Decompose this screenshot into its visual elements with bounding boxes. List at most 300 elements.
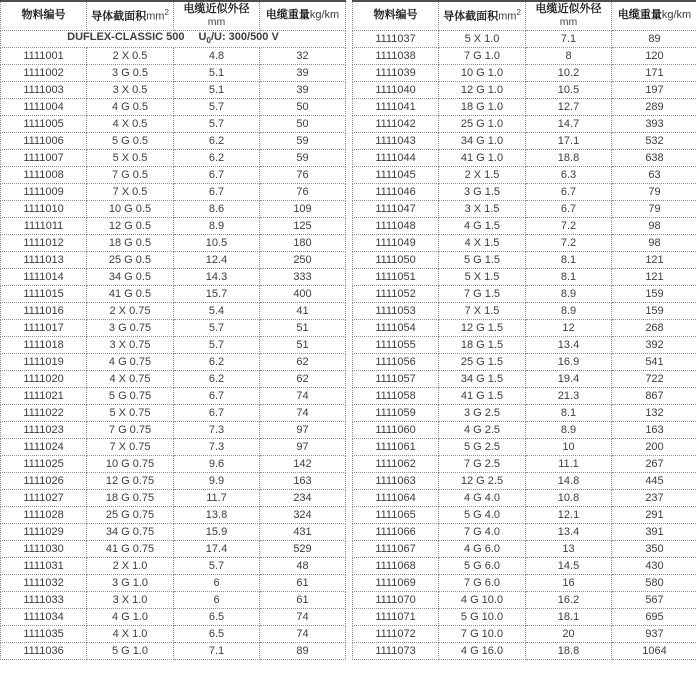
- diameter-cell: 7.2: [526, 234, 612, 251]
- cross-section-cell: 41 G 0.75: [87, 540, 174, 557]
- weight-cell: 250: [260, 251, 346, 268]
- weight-cell: 51: [260, 336, 346, 353]
- weight-cell: 159: [612, 302, 696, 319]
- material-number-cell: 1111061: [353, 438, 439, 455]
- diameter-cell: 6.7: [174, 404, 260, 421]
- table-row: [353, 47, 696, 64]
- material-number-cell: 1111055: [353, 336, 439, 353]
- diameter-cell: 5.1: [174, 81, 260, 98]
- diameter-cell: 8.1: [526, 251, 612, 268]
- weight-cell: 268: [612, 319, 696, 336]
- table-row: [1, 234, 346, 251]
- diameter-cell: 8.1: [526, 404, 612, 421]
- diameter-cell: 6.2: [174, 132, 260, 149]
- material-number-cell: 1111035: [1, 625, 87, 642]
- cross-section-cell: 4 G 0.5: [87, 98, 174, 115]
- weight-cell: 695: [612, 608, 696, 625]
- cross-section-cell: 25 G 0.5: [87, 251, 174, 268]
- cross-section-cell: 18 G 0.75: [87, 489, 174, 506]
- material-number-cell: 1111019: [1, 353, 87, 370]
- diameter-cell: 14.8: [526, 472, 612, 489]
- diameter-cell: 6.3: [526, 166, 612, 183]
- diameter-cell: 17.4: [174, 540, 260, 557]
- diameter-cell: 18.8: [526, 149, 612, 166]
- weight-cell: 529: [260, 540, 346, 557]
- weight-cell: 391: [612, 523, 696, 540]
- diameter-cell: 10.5: [174, 234, 260, 251]
- table-row: [1, 455, 346, 472]
- col-header-cross-section: 导体截面积$mm^2$: [87, 1, 174, 30]
- table-row: [1, 302, 346, 319]
- weight-cell: 1064: [612, 642, 696, 659]
- weight-cell: 171: [612, 64, 696, 81]
- diameter-cell: 13.4: [526, 336, 612, 353]
- table-row: [353, 591, 696, 608]
- diameter-cell: 8.1: [526, 268, 612, 285]
- cross-section-cell: 3 G 1.5: [439, 183, 526, 200]
- weight-cell: 267: [612, 455, 696, 472]
- table-row: [1, 200, 346, 217]
- material-number-cell: 1111045: [353, 166, 439, 183]
- material-number-cell: 1111052: [353, 285, 439, 302]
- diameter-cell: 6.5: [174, 625, 260, 642]
- diameter-cell: 13.4: [526, 523, 612, 540]
- cross-section-cell: 5 X 1.0: [439, 30, 526, 47]
- weight-cell: 61: [260, 591, 346, 608]
- cross-section-cell: 5 G 4.0: [439, 506, 526, 523]
- diameter-cell: 11.1: [526, 455, 612, 472]
- table-row: [1, 81, 346, 98]
- cross-section-cell: 2 X 0.5: [87, 47, 174, 64]
- cable-spec-table-right: [352, 0, 696, 660]
- cross-section-cell: 18 G 1.5: [439, 336, 526, 353]
- diameter-cell: 7.2: [526, 217, 612, 234]
- weight-cell: 393: [612, 115, 696, 132]
- diameter-cell: 5.7: [174, 115, 260, 132]
- table-row: [1, 98, 346, 115]
- weight-cell: 76: [260, 183, 346, 200]
- cross-section-cell: 4 G 1.5: [439, 217, 526, 234]
- table-row: [1, 472, 346, 489]
- weight-cell: 333: [260, 268, 346, 285]
- table-row: [1, 438, 346, 455]
- table-row: [1, 421, 346, 438]
- cross-section-cell: 5 G 10.0: [439, 608, 526, 625]
- material-number-cell: 1111042: [353, 115, 439, 132]
- cross-section-cell: 7 G 10.0: [439, 625, 526, 642]
- weight-cell: 97: [260, 421, 346, 438]
- diameter-cell: 17.1: [526, 132, 612, 149]
- material-number-cell: 1111002: [1, 64, 87, 81]
- col-header-outer-diameter: 电缆近似外径 mm: [174, 1, 260, 30]
- diameter-cell: 7.1: [174, 642, 260, 659]
- cross-section-cell: 12 G 1.0: [439, 81, 526, 98]
- weight-cell: 580: [612, 574, 696, 591]
- weight-cell: 74: [260, 387, 346, 404]
- weight-cell: 430: [612, 557, 696, 574]
- cross-section-cell: 5 G 1.5: [439, 251, 526, 268]
- table-row: [353, 625, 696, 642]
- table-row: [353, 234, 696, 251]
- weight-cell: 638: [612, 149, 696, 166]
- weight-cell: 163: [260, 472, 346, 489]
- diameter-cell: 21.3: [526, 387, 612, 404]
- weight-cell: 722: [612, 370, 696, 387]
- weight-cell: 121: [612, 268, 696, 285]
- cross-section-cell: 2 X 1.0: [87, 557, 174, 574]
- material-number-cell: 1111040: [353, 81, 439, 98]
- cross-section-cell: 4 G 6.0: [439, 540, 526, 557]
- material-number-cell: 1111068: [353, 557, 439, 574]
- weight-cell: 41: [260, 302, 346, 319]
- cross-section-cell: 5 G 2.5: [439, 438, 526, 455]
- material-number-cell: 1111037: [353, 30, 439, 47]
- material-number-cell: 1111024: [1, 438, 87, 455]
- weight-cell: 97: [260, 438, 346, 455]
- weight-cell: 291: [612, 506, 696, 523]
- material-number-cell: 1111044: [353, 149, 439, 166]
- header-row: [353, 1, 696, 30]
- table-row: [353, 268, 696, 285]
- weight-cell: 132: [612, 404, 696, 421]
- diameter-cell: 6: [174, 574, 260, 591]
- cross-section-cell: 5 X 0.5: [87, 149, 174, 166]
- material-number-cell: 1111066: [353, 523, 439, 540]
- material-number-cell: 1111050: [353, 251, 439, 268]
- weight-cell: 89: [260, 642, 346, 659]
- weight-cell: 62: [260, 370, 346, 387]
- material-number-cell: 1111060: [353, 421, 439, 438]
- material-number-cell: 1111063: [353, 472, 439, 489]
- table-row: [353, 183, 696, 200]
- weight-cell: 89: [612, 30, 696, 47]
- diameter-cell: 5.7: [174, 98, 260, 115]
- table-row: [353, 319, 696, 336]
- diameter-cell: 6.7: [174, 166, 260, 183]
- diameter-cell: 18.1: [526, 608, 612, 625]
- weight-cell: 76: [260, 166, 346, 183]
- table-row: [353, 404, 696, 421]
- cross-section-cell: 7 G 0.5: [87, 166, 174, 183]
- diameter-cell: 10.8: [526, 489, 612, 506]
- diameter-cell: 19.4: [526, 370, 612, 387]
- material-number-cell: 1111004: [1, 98, 87, 115]
- diameter-cell: 14.7: [526, 115, 612, 132]
- table-row: [353, 438, 696, 455]
- col-header-outer-diameter: 电缆近似外径 mm: [526, 1, 612, 30]
- material-number-cell: 1111001: [1, 47, 87, 64]
- diameter-cell: 14.3: [174, 268, 260, 285]
- cross-section-cell: 4 X 0.75: [87, 370, 174, 387]
- material-number-cell: 1111067: [353, 540, 439, 557]
- material-number-cell: 1111011: [1, 217, 87, 234]
- diameter-cell: 6.2: [174, 149, 260, 166]
- weight-cell: 142: [260, 455, 346, 472]
- material-number-cell: 1111030: [1, 540, 87, 557]
- material-number-cell: 1111031: [1, 557, 87, 574]
- diameter-cell: 9.6: [174, 455, 260, 472]
- table-row: [353, 30, 696, 47]
- weight-cell: 74: [260, 608, 346, 625]
- cross-section-cell: 3 X 0.5: [87, 81, 174, 98]
- table-row: [353, 336, 696, 353]
- diameter-cell: 15.7: [174, 285, 260, 302]
- cross-section-cell: 10 G 0.5: [87, 200, 174, 217]
- cross-section-cell: 4 G 10.0: [439, 591, 526, 608]
- table-row: [353, 557, 696, 574]
- material-number-cell: 1111003: [1, 81, 87, 98]
- diameter-cell: 12.7: [526, 98, 612, 115]
- table-row: [353, 353, 696, 370]
- material-number-cell: 1111046: [353, 183, 439, 200]
- cross-section-cell: 3 X 1.5: [439, 200, 526, 217]
- weight-cell: 61: [260, 574, 346, 591]
- diameter-cell: 16.9: [526, 353, 612, 370]
- header-row: [1, 1, 346, 30]
- cross-section-cell: 25 G 1.0: [439, 115, 526, 132]
- cross-section-cell: 7 G 0.75: [87, 421, 174, 438]
- cross-section-cell: 7 G 1.0: [439, 47, 526, 64]
- cross-section-cell: 4 G 0.75: [87, 353, 174, 370]
- weight-cell: 431: [260, 523, 346, 540]
- cross-section-cell: 41 G 1.5: [439, 387, 526, 404]
- table-row: [1, 285, 346, 302]
- weight-cell: 392: [612, 336, 696, 353]
- diameter-cell: 10.2: [526, 64, 612, 81]
- table-row: [353, 98, 696, 115]
- cross-section-cell: 4 X 1.0: [87, 625, 174, 642]
- weight-cell: 48: [260, 557, 346, 574]
- cross-section-cell: 5 G 1.0: [87, 642, 174, 659]
- weight-cell: 50: [260, 115, 346, 132]
- material-number-cell: 1111014: [1, 268, 87, 285]
- material-number-cell: 1111059: [353, 404, 439, 421]
- table-row: [353, 251, 696, 268]
- table-row: [353, 217, 696, 234]
- cross-section-cell: 4 G 1.0: [87, 608, 174, 625]
- material-number-cell: 1111009: [1, 183, 87, 200]
- table-row: [1, 540, 346, 557]
- diameter-cell: 8.6: [174, 200, 260, 217]
- table-row: [1, 625, 346, 642]
- diameter-cell: 15.9: [174, 523, 260, 540]
- cross-section-cell: 4 X 0.5: [87, 115, 174, 132]
- weight-cell: 541: [612, 353, 696, 370]
- weight-cell: 234: [260, 489, 346, 506]
- voltage-rating: $U_0/U$: 300/500 V: [198, 31, 279, 46]
- material-number-cell: 1111008: [1, 166, 87, 183]
- weight-cell: 237: [612, 489, 696, 506]
- weight-cell: 59: [260, 132, 346, 149]
- material-number-cell: 1111071: [353, 608, 439, 625]
- material-number-cell: 1111013: [1, 251, 87, 268]
- diameter-cell: 16: [526, 574, 612, 591]
- table-row: [353, 200, 696, 217]
- material-number-cell: 1111015: [1, 285, 87, 302]
- cross-section-cell: 7 X 0.5: [87, 183, 174, 200]
- weight-cell: 74: [260, 404, 346, 421]
- cross-section-cell: 3 G 0.5: [87, 64, 174, 81]
- weight-cell: 120: [612, 47, 696, 64]
- weight-cell: 98: [612, 234, 696, 251]
- table-row: [1, 404, 346, 421]
- product-name: DUFLEX-CLASSIC 500: [67, 31, 185, 44]
- table-row: [353, 81, 696, 98]
- weight-cell: 350: [612, 540, 696, 557]
- material-number-cell: 1111006: [1, 132, 87, 149]
- left-table-body: [1, 47, 346, 659]
- series-banner-row: [1, 30, 346, 47]
- table-row: [353, 166, 696, 183]
- material-number-cell: 1111023: [1, 421, 87, 438]
- table-row: [1, 268, 346, 285]
- diameter-cell: 12.1: [526, 506, 612, 523]
- weight-cell: 32: [260, 47, 346, 64]
- material-number-cell: 1111020: [1, 370, 87, 387]
- table-row: [1, 132, 346, 149]
- weight-cell: 289: [612, 98, 696, 115]
- weight-cell: 74: [260, 625, 346, 642]
- material-number-cell: 1111012: [1, 234, 87, 251]
- cross-section-cell: 34 G 1.0: [439, 132, 526, 149]
- cross-section-cell: 4 G 16.0: [439, 642, 526, 659]
- diameter-cell: 10: [526, 438, 612, 455]
- cross-section-cell: 7 G 2.5: [439, 455, 526, 472]
- material-number-cell: 1111072: [353, 625, 439, 642]
- material-number-cell: 1111039: [353, 64, 439, 81]
- diameter-cell: 5.7: [174, 319, 260, 336]
- series-banner: [1, 30, 346, 47]
- diameter-cell: 20: [526, 625, 612, 642]
- table-row: [1, 608, 346, 625]
- diameter-cell: 18.8: [526, 642, 612, 659]
- table-row: [353, 472, 696, 489]
- table-row: [353, 540, 696, 557]
- weight-cell: 79: [612, 183, 696, 200]
- material-number-cell: 1111051: [353, 268, 439, 285]
- table-row: [353, 421, 696, 438]
- diameter-cell: 5.7: [174, 336, 260, 353]
- material-number-cell: 1111058: [353, 387, 439, 404]
- material-number-cell: 1111064: [353, 489, 439, 506]
- table-row: [1, 523, 346, 540]
- material-number-cell: 1111028: [1, 506, 87, 523]
- cross-section-cell: 7 G 4.0: [439, 523, 526, 540]
- table-row: [1, 642, 346, 659]
- diameter-cell: 13: [526, 540, 612, 557]
- table-row: [1, 47, 346, 64]
- table-row: [1, 251, 346, 268]
- table-row: [1, 217, 346, 234]
- table-row: [1, 591, 346, 608]
- table-row: [1, 353, 346, 370]
- material-number-cell: 1111018: [1, 336, 87, 353]
- material-number-cell: 1111070: [353, 591, 439, 608]
- diameter-cell: 6.7: [174, 387, 260, 404]
- diameter-cell: 10.5: [526, 81, 612, 98]
- cross-section-cell: 4 G 2.5: [439, 421, 526, 438]
- table-row: [353, 132, 696, 149]
- table-row: [1, 319, 346, 336]
- table-row: [1, 506, 346, 523]
- cross-section-cell: 7 X 1.5: [439, 302, 526, 319]
- diameter-cell: 8.9: [526, 302, 612, 319]
- cross-section-cell: 25 G 0.75: [87, 506, 174, 523]
- table-row: [1, 149, 346, 166]
- material-number-cell: 1111036: [1, 642, 87, 659]
- material-number-cell: 1111005: [1, 115, 87, 132]
- weight-cell: 59: [260, 149, 346, 166]
- cable-spec-table-left: [0, 0, 346, 660]
- cross-section-cell: 4 X 1.5: [439, 234, 526, 251]
- table-row: [353, 370, 696, 387]
- col-header-cross-section: 导体截面积$mm^2$: [439, 1, 526, 30]
- diameter-cell: 4.8: [174, 47, 260, 64]
- material-number-cell: 1111054: [353, 319, 439, 336]
- weight-cell: 937: [612, 625, 696, 642]
- weight-cell: 125: [260, 217, 346, 234]
- table-row: [1, 115, 346, 132]
- cross-section-cell: 12 G 0.5: [87, 217, 174, 234]
- material-number-cell: 1111057: [353, 370, 439, 387]
- material-number-cell: 1111026: [1, 472, 87, 489]
- material-number-cell: 1111025: [1, 455, 87, 472]
- table-row: [353, 302, 696, 319]
- weight-cell: 39: [260, 64, 346, 81]
- table-row: [353, 489, 696, 506]
- material-number-cell: 1111033: [1, 591, 87, 608]
- cross-section-cell: 18 G 0.5: [87, 234, 174, 251]
- weight-cell: 50: [260, 98, 346, 115]
- weight-cell: 197: [612, 81, 696, 98]
- weight-cell: 180: [260, 234, 346, 251]
- col-header-cable-weight: 电缆重量kg/km: [612, 1, 696, 30]
- cross-section-cell: 34 G 1.5: [439, 370, 526, 387]
- material-number-cell: 1111022: [1, 404, 87, 421]
- material-number-cell: 1111073: [353, 642, 439, 659]
- cross-section-cell: 2 X 1.5: [439, 166, 526, 183]
- table-row: [1, 557, 346, 574]
- table-row: [353, 115, 696, 132]
- material-number-cell: 1111048: [353, 217, 439, 234]
- cross-section-cell: 2 X 0.75: [87, 302, 174, 319]
- material-number-cell: 1111010: [1, 200, 87, 217]
- weight-cell: 567: [612, 591, 696, 608]
- diameter-cell: 12.4: [174, 251, 260, 268]
- diameter-cell: 6.7: [526, 183, 612, 200]
- diameter-cell: 16.2: [526, 591, 612, 608]
- weight-cell: 867: [612, 387, 696, 404]
- material-number-cell: 1111021: [1, 387, 87, 404]
- table-row: [353, 523, 696, 540]
- cross-section-cell: 5 G 0.75: [87, 387, 174, 404]
- col-header-material-number: 物料编号: [1, 1, 87, 30]
- table-row: [353, 64, 696, 81]
- material-number-cell: 1111016: [1, 302, 87, 319]
- weight-cell: 532: [612, 132, 696, 149]
- table-row: [1, 336, 346, 353]
- table-row: [1, 64, 346, 81]
- cross-section-cell: 10 G 0.75: [87, 455, 174, 472]
- diameter-cell: 6.2: [174, 370, 260, 387]
- cross-section-cell: 3 G 0.75: [87, 319, 174, 336]
- cross-section-cell: 3 X 1.0: [87, 591, 174, 608]
- diameter-cell: 14.5: [526, 557, 612, 574]
- cross-section-cell: 3 G 2.5: [439, 404, 526, 421]
- col-header-material-number: 物料编号: [353, 1, 439, 30]
- diameter-cell: 11.7: [174, 489, 260, 506]
- table-row: [353, 455, 696, 472]
